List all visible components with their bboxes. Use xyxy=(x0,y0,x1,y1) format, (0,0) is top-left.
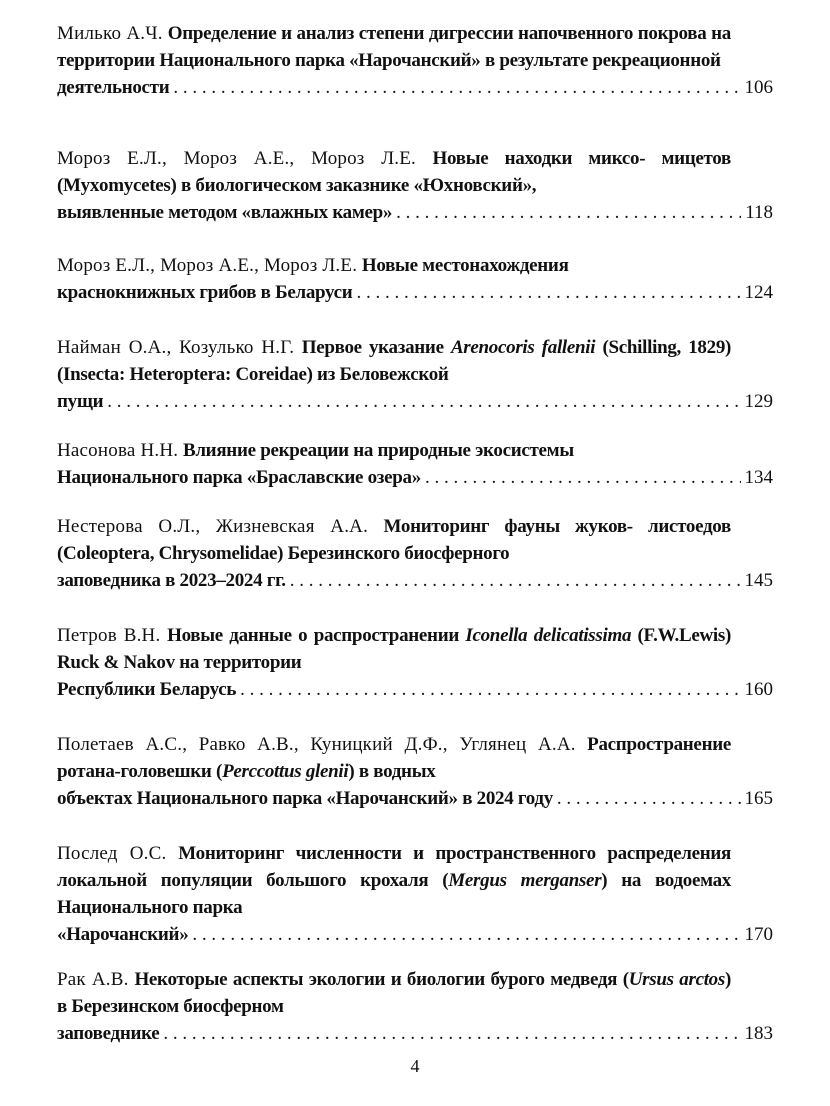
entry-title-cont: ) в Березинском биосферном xyxy=(57,969,732,1017)
entry-title-cont: (F.W.Lewis) Ruck & Nakov на территории xyxy=(57,625,732,673)
toc-entry[interactable] xyxy=(57,966,773,1047)
entry-authors: Послед О.С. xyxy=(57,843,167,864)
dot-leader xyxy=(356,279,740,306)
dot-leader xyxy=(557,785,741,812)
toc-entry[interactable] xyxy=(57,437,773,491)
entry-title: Новые данные о распространении xyxy=(167,625,459,646)
dot-leader xyxy=(192,921,740,948)
toc-entry[interactable] xyxy=(57,145,773,226)
toc-entry[interactable] xyxy=(57,622,773,703)
page-number: 4 xyxy=(410,1056,420,1076)
dot-leader xyxy=(425,464,741,491)
entry-authors: Нестерова О.Л., Жизневская А.А. xyxy=(57,516,369,537)
entry-title-end: выявленные методом «влажных камер» xyxy=(57,202,393,223)
toc-entry[interactable] xyxy=(57,840,773,948)
entry-authors: Мороз Е.Л., Мороз А.Е., Мороз Л.Е. xyxy=(57,255,358,276)
entry-title: Некоторые аспекты экологии и биологии бурого медведя ( xyxy=(134,969,629,990)
entry-authors: Полетаев А.С., Равко А.В., Куницкий Д.Ф., Углянец А.А. xyxy=(57,734,576,755)
entry-title-species: Arenocoris fallenii xyxy=(450,337,596,358)
entry-title-end: «Нарочанский» xyxy=(57,924,189,945)
entry-title-end: пущи xyxy=(57,391,104,412)
entry-title-end: деятельности xyxy=(57,77,170,98)
entry-title-end: краснокнижных грибов в Беларуси xyxy=(57,282,353,303)
dot-leader xyxy=(107,388,740,415)
entry-title: Определение и анализ степени дигрессии напочвенного покрова на территории Национального парка «Нарочанский» в результате рекреационной xyxy=(57,23,731,71)
dot-leader xyxy=(290,567,741,594)
entry-title-end: Национального парка «Браславские озера» xyxy=(57,467,421,488)
entry-title: Распространение ротана-головешки ( xyxy=(57,734,731,782)
dot-leader xyxy=(396,199,741,226)
entry-title: Мониторинг численности и пространственного распределения локальной популяции большого крохаля ( xyxy=(57,843,731,891)
entry-title-end: заповедника в 2023–2024 гг. xyxy=(57,570,286,591)
dot-leader xyxy=(173,74,740,101)
entry-authors: Милько А.Ч. xyxy=(57,23,163,44)
dot-leader xyxy=(240,676,740,703)
entry-title-species: Iconella delicatissima xyxy=(465,625,632,646)
entry-title: Новые находки миксо- мицетов (Myxomycetes) в биологическом заказнике «Юхновский», xyxy=(57,148,731,196)
entry-page[interactable]: 160 xyxy=(744,679,773,700)
entry-title: Первое указание xyxy=(301,337,444,358)
entry-title-species: Mergus merganser xyxy=(448,870,602,891)
entry-title-end: заповеднике xyxy=(57,1023,160,1044)
entry-authors: Рак А.В. xyxy=(57,969,129,990)
dot-leader xyxy=(163,1020,740,1047)
entry-title-end: Республики Беларусь xyxy=(57,679,237,700)
entry-title-cont: ) на водоемах Национального парка xyxy=(57,870,732,918)
entry-authors: Петров В.Н. xyxy=(57,625,161,646)
entry-authors: Насонова Н.Н. xyxy=(57,440,179,461)
entry-authors: Найман О.А., Козулько Н.Г. xyxy=(57,337,295,358)
entry-title: Мониторинг фауны жуков- листоедов (Coleoptera, Chrysomelidae) Березинского биосферного xyxy=(57,516,731,564)
entry-page[interactable]: 124 xyxy=(744,282,773,303)
entry-title: Новые местонахождения xyxy=(361,255,569,276)
entry-title-species: Ursus arctos xyxy=(628,969,725,990)
entry-title-cont: ) в водных xyxy=(348,761,436,782)
entry-page[interactable]: 165 xyxy=(744,788,773,809)
entry-page[interactable]: 129 xyxy=(744,391,773,412)
entry-title-cont: (Schilling, 1829) (Insecta: Heteroptera: Coreidae) из Беловежской xyxy=(57,337,732,385)
entry-page[interactable]: 145 xyxy=(744,570,773,591)
entry-page[interactable]: 183 xyxy=(744,1023,773,1044)
entry-page[interactable]: 170 xyxy=(744,924,773,945)
toc-entry[interactable] xyxy=(57,334,773,415)
entry-page[interactable]: 118 xyxy=(745,202,773,223)
entry-authors: Мороз Е.Л., Мороз А.Е., Мороз Л.Е. xyxy=(57,148,417,169)
entry-title-species: Perccottus glenii xyxy=(222,761,349,782)
toc-entry[interactable] xyxy=(57,513,773,594)
toc-entry[interactable] xyxy=(57,20,773,101)
entry-title-end: объектах Национального парка «Нарочанский» в 2024 году xyxy=(57,788,553,809)
entry-page[interactable]: 134 xyxy=(744,467,773,488)
entry-title: Влияние рекреации на природные экосистемы xyxy=(182,440,574,461)
entry-page[interactable]: 106 xyxy=(744,77,773,98)
toc-entry[interactable] xyxy=(57,731,773,812)
toc-entry[interactable] xyxy=(57,252,773,306)
